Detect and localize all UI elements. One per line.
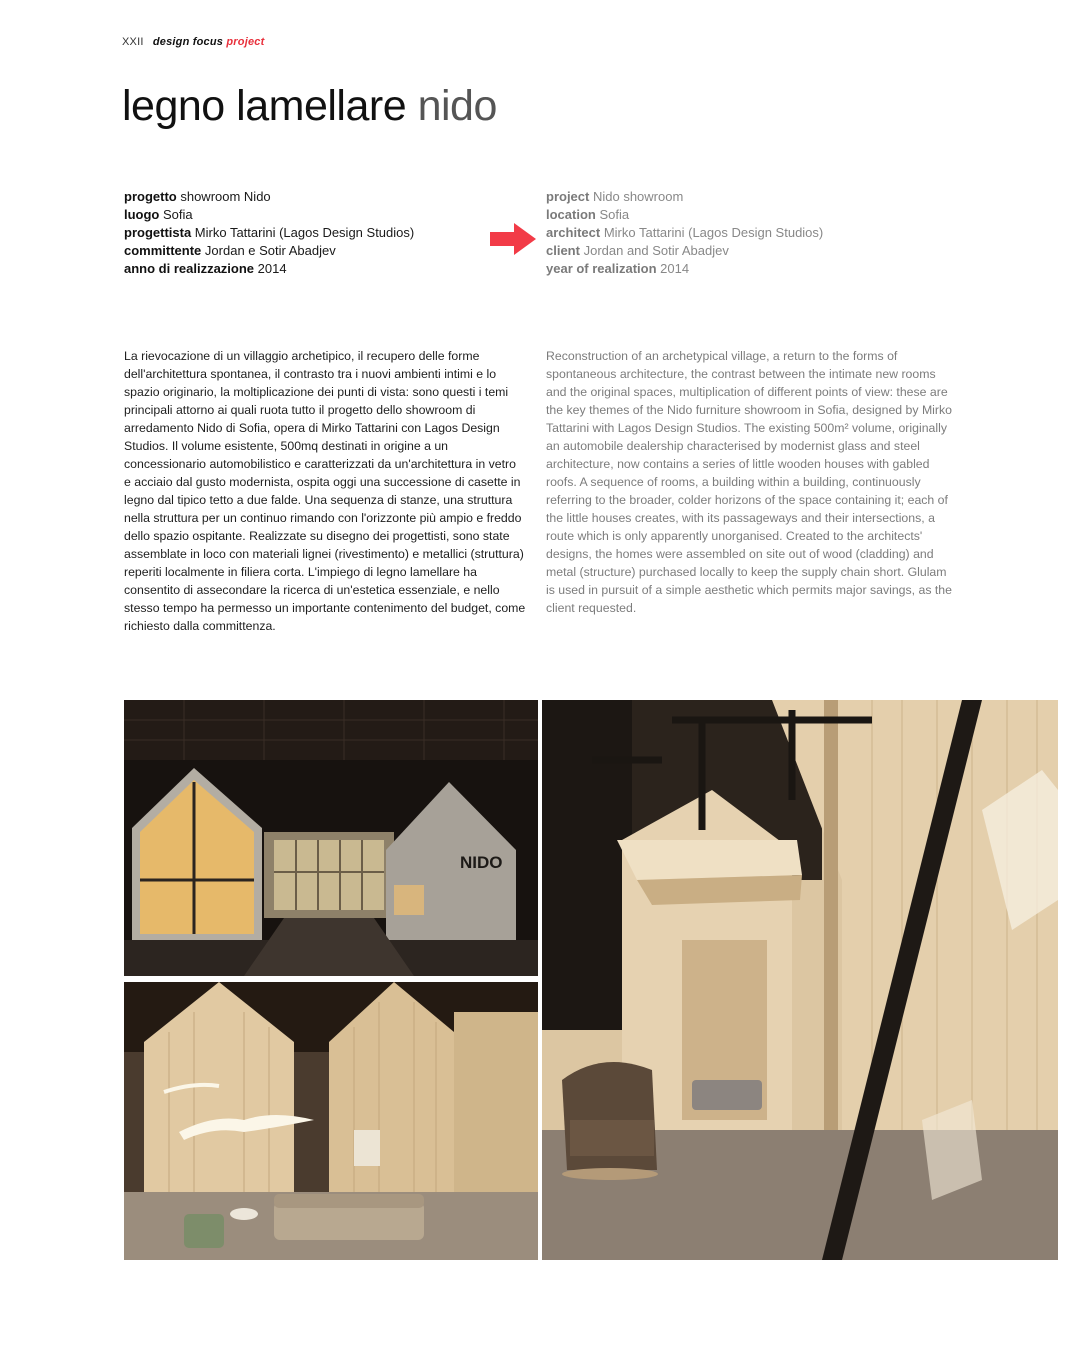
credit-label: committente bbox=[124, 243, 202, 258]
body-text-italian: La rievocazione di un villaggio archetipico, il recupero delle forme dell'architettura spontanea, il contrasto tra i nuovi ambienti intimi e lo spazio originario, la moltiplicazione dei punti di vista: sono questi i temi principali attorno ai quali ruota tutto il progetto dello showroom di arredamento Nido di Sofia, opera di Mirko Tattarini con Lagos Design Studios. Il volume esistente, 500mq destinati in origine a un concessionario automobilistico e caratterizzati da un'architettura in vetro e acciaio dal gusto modernista, ospita oggi una successione di casette in legno dal tipico tetto a due falde. Una sequenza di stanze, una struttura nella struttura per un continuo rimando con l'orizzonte più ampio e freddo dello spazio ospitante. Realizzate su disegno dei progettisti, sono state assemblate in loco con materiali lignei (rivestimento) e metallici (struttura) reperiti localmente in filiera corta. L'impiego di legno lamellare ha consentito di assecondare la ricerca di un'estetica essenziale, e nello stesso tempo ha permesso un importante contenimento del budget, come richiesto dalla committenza. bbox=[124, 349, 526, 633]
credits-italian bbox=[124, 188, 414, 278]
credit-label: year of realization bbox=[546, 261, 657, 276]
credit-label: client bbox=[546, 243, 580, 258]
credit-row bbox=[124, 206, 414, 224]
credit-value: Mirko Tattarini (Lagos Design Studios) bbox=[603, 225, 824, 240]
credit-label: progetto bbox=[124, 189, 177, 204]
credit-value: Nido showroom bbox=[592, 189, 684, 204]
page-number: XXII bbox=[122, 36, 144, 48]
credit-value: 2014 bbox=[257, 261, 287, 276]
title-accent: nido bbox=[417, 82, 497, 130]
photo-interior bbox=[124, 982, 538, 1260]
section-label: design focus bbox=[152, 36, 224, 48]
credit-row bbox=[124, 260, 414, 278]
credit-value: Sofia bbox=[599, 207, 630, 222]
red-arrow-icon bbox=[490, 223, 536, 255]
credit-value: Mirko Tattarini (Lagos Design Studios) bbox=[194, 225, 415, 240]
credit-label: progettista bbox=[124, 225, 192, 240]
credit-row bbox=[546, 260, 823, 278]
credit-row bbox=[546, 224, 823, 242]
credit-label: luogo bbox=[124, 207, 160, 222]
credit-value: 2014 bbox=[660, 261, 690, 276]
credit-value: Jordan and Sotir Abadjev bbox=[583, 243, 729, 258]
credit-row bbox=[546, 188, 823, 206]
photo-exterior bbox=[124, 700, 538, 976]
photo-staircase bbox=[542, 700, 1058, 1260]
credit-value: showroom Nido bbox=[180, 189, 271, 204]
credit-label: project bbox=[546, 189, 590, 204]
credit-value: Jordan e Sotir Abadjev bbox=[204, 243, 336, 258]
credit-label: anno di realizzazione bbox=[124, 261, 255, 276]
credit-row bbox=[124, 224, 414, 242]
article-title bbox=[122, 82, 497, 131]
credit-label: architect bbox=[546, 225, 601, 240]
credit-row bbox=[546, 242, 823, 260]
credit-row bbox=[124, 188, 414, 206]
nido-sign: NIDO bbox=[460, 853, 503, 872]
credit-row bbox=[546, 206, 823, 224]
running-head bbox=[122, 36, 264, 48]
title-main: legno lamellare bbox=[122, 82, 407, 130]
credit-value: Sofia bbox=[163, 207, 193, 222]
credit-row bbox=[124, 242, 414, 260]
credits-english bbox=[546, 188, 823, 278]
section-accent: project bbox=[226, 36, 265, 48]
credit-label: location bbox=[546, 207, 596, 222]
body-text-english: Reconstruction of an archetypical village, a return to the forms of spontaneous architecture, the contrast between the intimate new rooms and the original spaces, multiplication of different points of view: these are the key themes of the Nido furniture showroom in Sofia, designed by Mirko Tattarini with Lagos Design Studios. The existing 500m² volume, originally an automobile dealership characterised by modernist glass and steel architecture, now contains a series of little wooden houses with gabled roofs. A sequence of rooms, a building within a building, continuously referring to the broader, colder horizons of the space containing it; each of the little houses creates, with its passageways and their intersections, a route which is only apparently unorganised. Created to the architects' designs, the homes were assembled on site out of wood (cladding) and metal (structure) purchased locally to keep the supply chain short. Glulam is used in pursuit of a simple aesthetic which permits major savings, as the client requested. bbox=[546, 349, 953, 615]
